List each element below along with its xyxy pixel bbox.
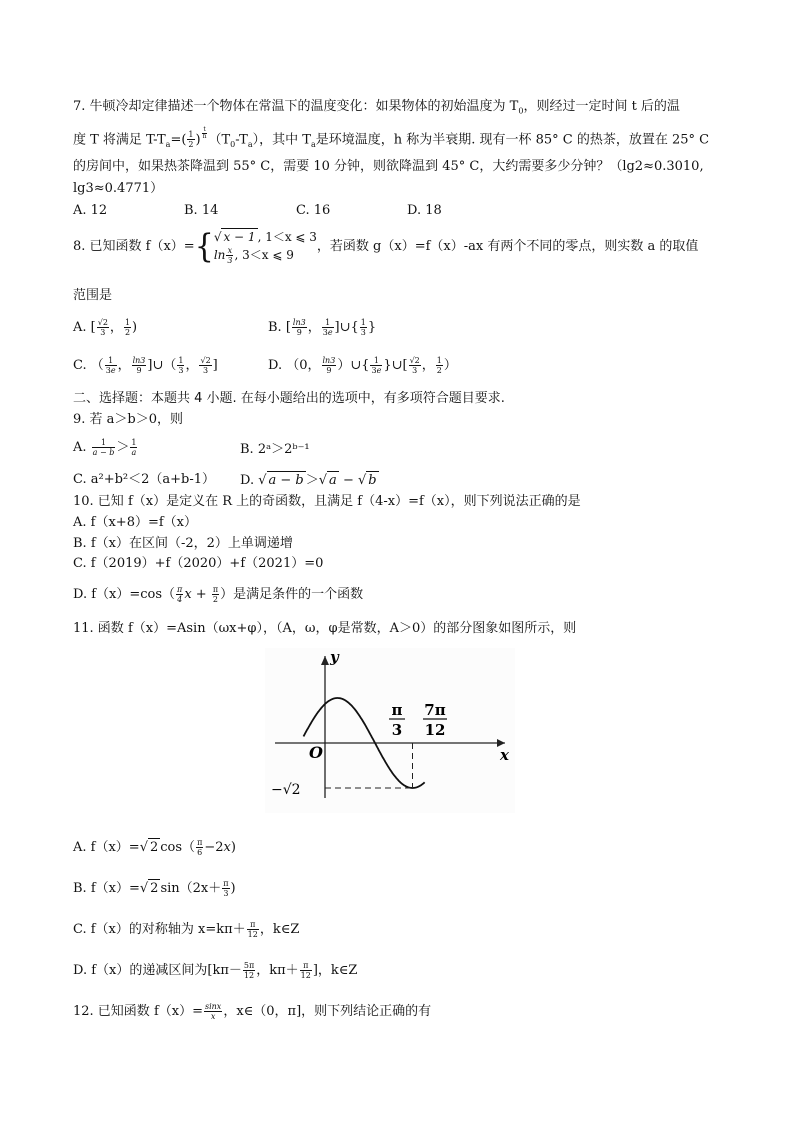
q8-option-c: C. （ $\frac{1}{3e}$ ， $\frac{\ln 3}{9}$ ]∪（ $\frac{1}{3}$ ， $\frac{√2}{3}$ ] <box>73 356 218 375</box>
q7-option-b: B. 14 <box>184 203 219 218</box>
q9-option-a: A. $\frac{1}{a - b}$ ＞ $\frac{1}{a}$ <box>73 438 137 457</box>
exponent-t-over-h: t h <box>202 126 207 140</box>
section-heading: 二、选择题：本题共 4 小题. 在每小题给出的选项中，有多项符合题目要求. <box>73 391 505 406</box>
q11-option-a: A. f（x）=√ 2 cos（ $\frac{\pi}{6}$ −2x) <box>73 838 236 857</box>
half-fraction: $\frac{1}{2}$ <box>188 130 194 150</box>
q7-line2: 度 T 将满足 $T-T_a=$( $\frac{1}{2}$ ) $^{\frac{t}{h}}$ $(T_0-T_a)$，其中 $T_a$是环境温度，h 称为半衰期. 现有一杯 85° C 的热茶，放置在 25° C <box>73 126 710 150</box>
q10-stem: 10. 已知 f（x）是定义在 R 上的奇函数，且满足 f（4-x）=f（x），则下列说法正确的是 <box>73 494 581 509</box>
origin-label: O <box>309 743 323 762</box>
piecewise-definition: √ x − 1 , 1＜x ⩽ 3 ln $\frac{x}{3}$ , 3＜x ⩽ 9 <box>213 230 317 265</box>
q7-line4: lg3≈0.4771） <box>73 181 164 196</box>
q11-stem: 11. 函数 f（x）=Asin（ωx+φ），（A，ω，φ是常数，A＞0）的部分图象如图所示，则 <box>73 621 577 636</box>
q7-option-d: D. 18 <box>407 203 442 218</box>
q8-option-d: D. （0， $\frac{\ln 3}{9}$ ）∪{ $\frac{1}{3e}$ }∪[ $\frac{√2}{3}$ ， $\frac{1}{2}$ ） <box>268 356 457 375</box>
q9-option-c: C. a²+b²＜2（a+b-1） <box>73 472 216 487</box>
q10-option-c: C. f（2019）+f（2020）+f（2021）=0 <box>73 556 324 571</box>
q8-stem: 8. 已知函数 f（x）={ √ x − 1 , 1＜x ⩽ 3 ln $\frac{x}{3}$ , 3＜x ⩽ 9 ，若函数 g（x）=f（x）-ax 有两个不同的零点，则实数 a 的取值 <box>73 226 699 266</box>
tick-7pi-over-12-den: 12 <box>424 721 446 739</box>
q8-line2: 范围是 <box>73 288 113 303</box>
q9-option-d: D. √ a − b ＞√ a − √ b <box>240 473 377 488</box>
q12-stem: 12. 已知函数 f（x）= $\frac{\sin x}{x}$ ，x∈（0，π]，则下列结论正确的有 <box>73 1002 432 1021</box>
q11-option-b: B. f（x）=√ 2 sin（2x＋ $\frac{\pi}{3}$ ) <box>73 879 236 898</box>
tick-7pi-over-12-num: 7π <box>424 701 446 719</box>
q10-option-b: B. f（x）在区间（-2，2）上单调递增 <box>73 536 293 551</box>
q10-option-a: A. f（x+8）=f（x） <box>73 515 197 530</box>
y-axis-label: y <box>330 648 339 666</box>
q11-option-d: D. f（x）的递减区间为[kπ－ $\frac{5\pi}{12}$ ，kπ＋ $\frac{\pi}{12}$ ]，k∈Z <box>73 961 358 980</box>
q8-option-a: A. [ $\frac{√2}{3}$ ， $\frac{1}{2}$ ) <box>73 318 138 337</box>
q7-line1: 7. 牛顿冷却定律描述一个物体在常温下的温度变化：如果物体的初始温度为 $T_0$，则经过一定时间 t 后的温 <box>73 99 680 116</box>
q7-option-a: A. 12 <box>73 203 108 218</box>
q7-line3: 的房间中，如果热茶降温到 55° C，需要 10 分钟，则欲降温到 45° C，大约需要多少分钟？（lg2≈0.3010, <box>73 159 704 174</box>
q7-option-c: C. 16 <box>296 203 331 218</box>
x-axis-label: x <box>500 746 509 764</box>
tick-pi-over-3-den: 3 <box>391 721 403 739</box>
q9-stem: 9. 若 a＞b＞0，则 <box>73 412 184 427</box>
piecewise-brace: { <box>194 226 214 266</box>
min-value-label: −√2 <box>271 782 301 798</box>
q11-option-c: C. f（x）的对称轴为 x=kπ＋ $\frac{\pi}{12}$ ，k∈Z <box>73 920 300 939</box>
q10-option-d: D. f（x）=cos（ $\frac{\pi}{4}$ x + $\frac{\pi}{2}$ ）是满足条件的一个函数 <box>73 585 364 604</box>
q9-option-b: B. 2ᵃ＞2ᵇ⁻¹ <box>240 442 310 457</box>
q8-option-b: B. [ $\frac{\ln 3}{9}$ ， $\frac{1}{3e}$ ]∪{ $\frac{1}{3}$ } <box>268 318 377 337</box>
tick-pi-over-3-num: π <box>391 701 403 719</box>
sine-graph-figure <box>265 648 515 813</box>
